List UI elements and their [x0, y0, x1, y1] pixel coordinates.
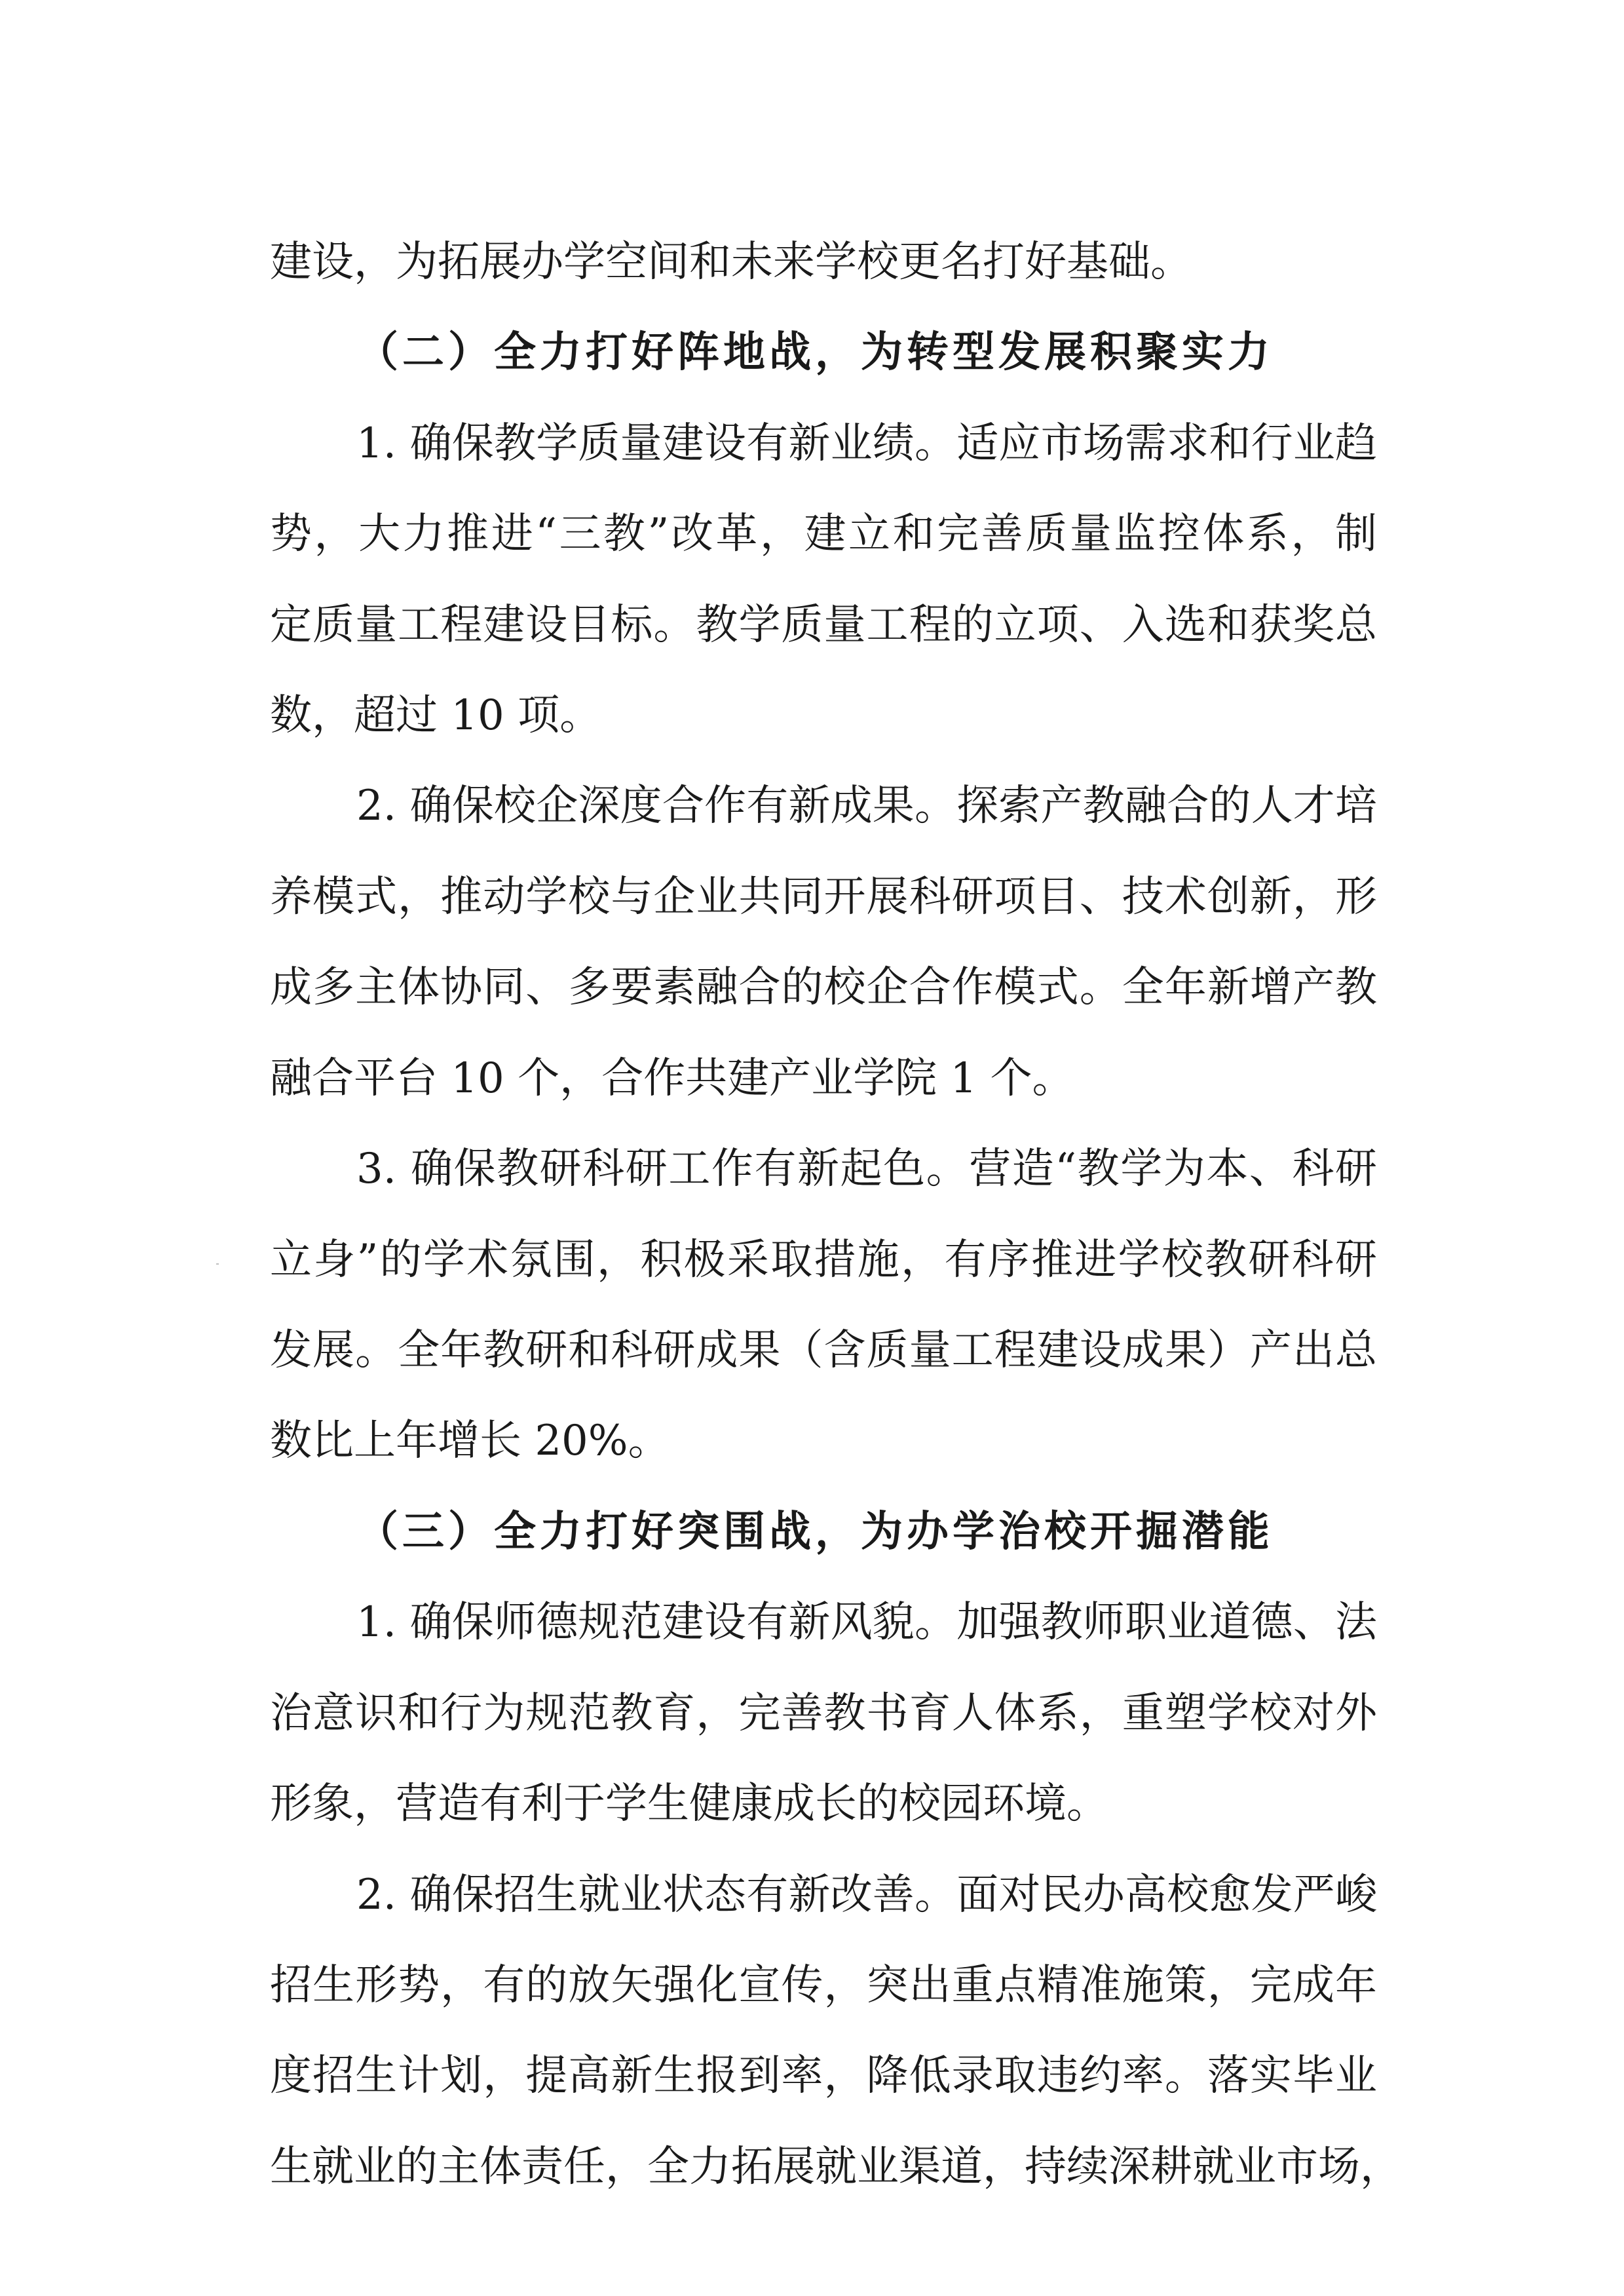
- paragraph-line: 度招生计划，提高新生报到率，降低录取违约率。落实毕业: [270, 2052, 1377, 2100]
- paragraph-line: 势，大力推进“三教”改革，建立和完善质量监控体系，制: [270, 510, 1377, 558]
- paragraph-line: 招生形势，有的放矢强化宣传，突出重点精准施策，完成年: [270, 1961, 1377, 2010]
- paragraph-line: 养模式，推动学校与企业共同开展科研项目、技术创新，形: [270, 873, 1377, 921]
- paragraph-line: 建设，为拓展办学空间和未来学校更名打好基础。: [270, 238, 1192, 286]
- paragraph-line: 2. 确保招生就业状态有新改善。面对民办高校愈发严峻: [356, 1871, 1377, 1919]
- paragraph-line: 1. 确保教学质量建设有新业绩。适应市场需求和行业趋: [356, 419, 1377, 468]
- paragraph-line: 融合平台 10 个，合作共建产业学院 1 个。: [270, 1054, 1074, 1103]
- paragraph-line: 1. 确保师德规范建设有新风貌。加强教师职业道德、法: [356, 1598, 1377, 1647]
- paragraph-line: 3. 确保教研科研工作有新起色。营造“教学为本、科研: [356, 1145, 1377, 1193]
- paragraph-line: 立身”的学术氛围，积极采取措施，有序推进学校教研科研: [270, 1236, 1377, 1284]
- paragraph-line: 定质量工程建设目标。教学质量工程的立项、入选和获奖总: [270, 601, 1377, 649]
- scan-speck: [216, 1263, 219, 1265]
- section-heading-2: （二）全力打好阵地战，为转型发展积聚实力: [356, 328, 1274, 377]
- paragraph-line: 发展。全年教研和科研成果（含质量工程建设成果）产出总: [270, 1326, 1377, 1375]
- paragraph-line: 2. 确保校企深度合作有新成果。探索产教融合的人才培: [356, 782, 1377, 830]
- paragraph-line: 数，超过 10 项。: [270, 691, 602, 740]
- section-heading-3: （三）全力打好突围战，为办学治校开掘潜能: [356, 1508, 1274, 1556]
- paragraph-line: 生就业的主体责任，全力拓展就业渠道，持续深耕就业市场，: [270, 2143, 1402, 2191]
- paragraph-line: 形象，营造有利于学生健康成长的校园环境。: [270, 1780, 1108, 1828]
- paragraph-line: 成多主体协同、多要素融合的校企合作模式。全年新增产教: [270, 963, 1377, 1012]
- paragraph-line: 数比上年增长 20%。: [270, 1417, 670, 1465]
- paragraph-line: 治意识和行为规范教育，完善教书育人体系，重塑学校对外: [270, 1689, 1377, 1738]
